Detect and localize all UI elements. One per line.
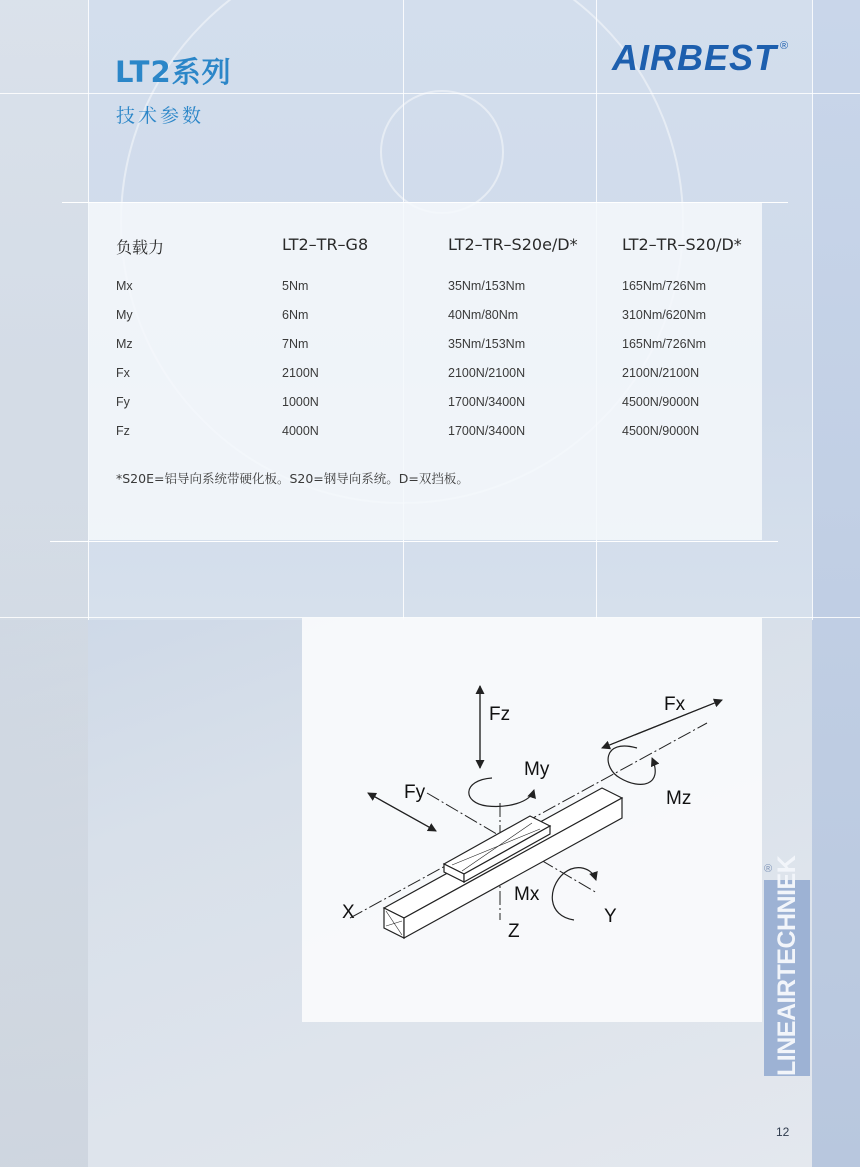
column-header: LT2–TR–G8	[282, 235, 369, 254]
right-decor-strip	[812, 0, 860, 1167]
table-cell: 1700N/3400N	[448, 395, 526, 409]
fx-label: Fx	[664, 694, 686, 715]
table-cell: 35Nm/153Nm	[448, 337, 526, 351]
table-cell: My	[116, 308, 133, 322]
guide-rail	[384, 788, 622, 938]
table-cell: Fy	[116, 395, 130, 409]
divider	[50, 541, 778, 542]
table-cell: 2100N/2100N	[448, 366, 526, 380]
load-direction-diagram	[302, 618, 762, 1022]
table-cell: 4500N/9000N	[622, 395, 700, 409]
x-label: X	[342, 902, 355, 923]
table-cell: 1000N	[282, 395, 319, 409]
mx-label: Mx	[514, 884, 540, 905]
table-cell: 35Nm/153Nm	[448, 279, 526, 293]
brand-logo	[612, 36, 788, 80]
side-brand-text: LINEAIRTECHNIEK	[773, 855, 801, 1076]
table-cell: 4000N	[282, 424, 319, 438]
decor-gauge-circle-inner	[380, 90, 504, 214]
table-cell: 5Nm	[282, 279, 309, 293]
table-cell: 2100N/2100N	[622, 366, 700, 380]
mz-rotation-arrow	[608, 746, 655, 784]
fy-label: Fy	[404, 782, 426, 803]
page-title: LT2系列	[115, 55, 232, 89]
page-subtitle: 技术参数	[116, 105, 205, 127]
table-cell: 2100N	[282, 366, 319, 380]
my-label: My	[524, 759, 550, 780]
table-cell: Mx	[116, 279, 133, 293]
column-header: LT2–TR–S20e/D*	[448, 235, 578, 254]
side-registered-mark: ®	[764, 863, 773, 875]
left-decor-strip	[0, 0, 88, 1167]
grid-line	[0, 93, 860, 94]
table-cell: 6Nm	[282, 308, 309, 322]
table-cell: Mz	[116, 337, 133, 351]
my-rotation-arrow	[469, 778, 534, 806]
table-cell: Fz	[116, 424, 130, 438]
y-label: Y	[604, 906, 617, 927]
page-number: 12	[776, 1125, 790, 1139]
column-header: 负载力	[116, 238, 165, 257]
table-footnote: *S20E=铝导向系统带硬化板。S20=钢导向系统。D=双挡板。	[116, 471, 469, 486]
column-header: LT2–TR–S20/D*	[622, 235, 742, 254]
logo-text: AIRBEST	[612, 37, 778, 78]
table-cell: 4500N/9000N	[622, 424, 700, 438]
table-cell: 7Nm	[282, 337, 309, 351]
divider	[62, 202, 788, 203]
table-cell: 40Nm/80Nm	[448, 308, 519, 322]
table-cell: Fx	[116, 366, 130, 380]
mz-label: Mz	[666, 788, 692, 809]
registered-mark: ®	[780, 40, 789, 52]
table-cell: 165Nm/726Nm	[622, 337, 707, 351]
table-cell: 165Nm/726Nm	[622, 279, 707, 293]
fz-label: Fz	[489, 704, 511, 725]
table-cell: 310Nm/620Nm	[622, 308, 707, 322]
mx-rotation-arrow	[552, 868, 596, 920]
table-cell: 1700N/3400N	[448, 424, 526, 438]
z-label: Z	[508, 921, 520, 942]
